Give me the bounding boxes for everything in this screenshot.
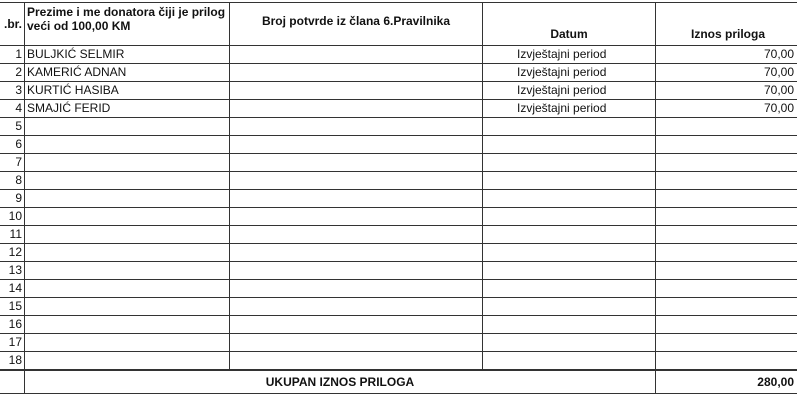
total-label: UKUPAN IZNOS PRILOGA: [25, 370, 656, 394]
row-potvrde: [230, 352, 483, 371]
row-datum: [483, 352, 656, 371]
row-potvrde: [230, 298, 483, 316]
row-iznos: 70,00: [656, 64, 797, 82]
row-name: [25, 262, 230, 280]
row-rb: 6: [0, 136, 25, 154]
row-potvrde: [230, 64, 483, 82]
row-rb: 16: [0, 316, 25, 334]
row-datum: [483, 262, 656, 280]
row-iznos: [656, 136, 797, 154]
row-iznos: [656, 118, 797, 136]
row-potvrde: [230, 118, 483, 136]
row-rb: 1: [0, 46, 25, 64]
row-datum: [483, 226, 656, 244]
table-row: [0, 280, 797, 298]
row-datum: Izvještajni period: [483, 82, 656, 100]
row-datum: [483, 172, 656, 190]
row-iznos: [656, 190, 797, 208]
table-row: [0, 82, 797, 100]
table-row: [0, 208, 797, 226]
row-potvrde: [230, 100, 483, 118]
row-potvrde: [230, 208, 483, 226]
row-rb: 7: [0, 154, 25, 172]
total-value: 280,00: [656, 370, 797, 394]
row-rb: 4: [0, 100, 25, 118]
table-row: [0, 352, 797, 371]
row-rb: 18: [0, 352, 25, 371]
row-rb: 10: [0, 208, 25, 226]
row-datum: [483, 208, 656, 226]
row-datum: [483, 298, 656, 316]
row-name: [25, 154, 230, 172]
table-row: [0, 118, 797, 136]
row-potvrde: [230, 244, 483, 262]
row-iznos: [656, 334, 797, 352]
total-spacer-rb: [0, 370, 25, 394]
row-name: KURTIĆ HASIBA: [25, 82, 230, 100]
header-name: Prezime i me donatora čiji je prilog veći od 100,00 KM: [25, 3, 230, 46]
table-row: [0, 154, 797, 172]
row-name: [25, 136, 230, 154]
table-row: [0, 172, 797, 190]
row-potvrde: [230, 334, 483, 352]
table-row: [0, 244, 797, 262]
row-rb: 3: [0, 82, 25, 100]
row-potvrde: [230, 226, 483, 244]
row-datum: Izvještajni period: [483, 64, 656, 82]
table-row: [0, 334, 797, 352]
row-iznos: [656, 172, 797, 190]
donor-table: [0, 2, 797, 394]
row-iznos: [656, 208, 797, 226]
table-row: [0, 46, 797, 64]
table-row: [0, 316, 797, 334]
row-potvrde: [230, 136, 483, 154]
row-name: KAMERIĆ ADNAN: [25, 64, 230, 82]
row-datum: [483, 334, 656, 352]
row-datum: Izvještajni period: [483, 100, 656, 118]
row-name: [25, 298, 230, 316]
row-name: SMAJIĆ FERID: [25, 100, 230, 118]
row-name: [25, 208, 230, 226]
header-row: [0, 3, 797, 46]
row-rb: 14: [0, 280, 25, 298]
row-iznos: [656, 316, 797, 334]
row-iznos: [656, 262, 797, 280]
row-rb: 9: [0, 190, 25, 208]
row-potvrde: [230, 172, 483, 190]
row-name: [25, 244, 230, 262]
table-row: [0, 262, 797, 280]
row-iznos: 70,00: [656, 100, 797, 118]
table-row: [0, 136, 797, 154]
row-iznos: [656, 244, 797, 262]
table-row: [0, 100, 797, 118]
row-name: [25, 334, 230, 352]
row-rb: 11: [0, 226, 25, 244]
row-name: [25, 316, 230, 334]
row-rb: 15: [0, 298, 25, 316]
row-potvrde: [230, 154, 483, 172]
row-iznos: [656, 352, 797, 371]
table-row: [0, 64, 797, 82]
row-datum: [483, 118, 656, 136]
row-rb: 17: [0, 334, 25, 352]
row-name: [25, 190, 230, 208]
row-datum: Izvještajni period: [483, 46, 656, 64]
header-datum: Datum: [483, 3, 656, 46]
total-row: [0, 370, 797, 394]
row-name: [25, 118, 230, 136]
row-iznos: [656, 226, 797, 244]
row-potvrde: [230, 316, 483, 334]
row-potvrde: [230, 190, 483, 208]
row-datum: [483, 244, 656, 262]
row-rb: 13: [0, 262, 25, 280]
row-datum: [483, 190, 656, 208]
row-name: [25, 352, 230, 371]
row-name: [25, 226, 230, 244]
row-rb: 5: [0, 118, 25, 136]
row-datum: [483, 154, 656, 172]
header-potvrde: Broj potvrde iz člana 6.Pravilnika: [230, 3, 483, 46]
row-rb: 12: [0, 244, 25, 262]
row-potvrde: [230, 46, 483, 64]
row-rb: 2: [0, 64, 25, 82]
row-potvrde: [230, 262, 483, 280]
row-iznos: [656, 154, 797, 172]
row-datum: [483, 280, 656, 298]
row-iznos: 70,00: [656, 46, 797, 64]
row-datum: [483, 316, 656, 334]
table-row: [0, 226, 797, 244]
row-iznos: [656, 298, 797, 316]
row-potvrde: [230, 280, 483, 298]
row-potvrde: [230, 82, 483, 100]
header-iznos: Iznos priloga: [656, 3, 797, 46]
row-iznos: 70,00: [656, 82, 797, 100]
row-rb: 8: [0, 172, 25, 190]
row-iznos: [656, 280, 797, 298]
row-name: BULJKIĆ SELMIR: [25, 46, 230, 64]
table-body: [0, 46, 797, 371]
row-datum: [483, 136, 656, 154]
table-row: [0, 298, 797, 316]
header-rb: .br.: [0, 3, 25, 46]
table-row: [0, 190, 797, 208]
row-name: [25, 280, 230, 298]
row-name: [25, 172, 230, 190]
